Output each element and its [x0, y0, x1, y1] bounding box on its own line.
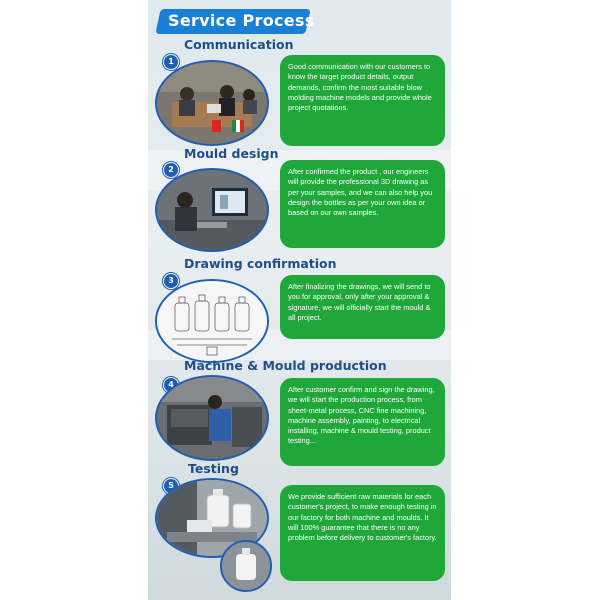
step-number-badge: 3 [163, 273, 179, 289]
meeting-scene-icon [157, 62, 267, 144]
step-number-badge: 2 [163, 162, 179, 178]
description-bubble-communication [280, 55, 445, 146]
step-number-badge: 5 [163, 478, 179, 494]
description-text: We provide sufficient raw materials for each customer's project, to make enough testing in our factory for both machine and moulds. It will 100% guarantee that there is no any problem before delivery to customer's factory. [288, 492, 437, 543]
description-text: After customer confirm and sign the drawing, we will start the production process, from sheet-metal process, CNC fine machining, machine assembly, painting, to electrical installing, machine & mould testing, product testing... [288, 385, 435, 446]
production-photo [155, 375, 269, 461]
description-bubble-testing [280, 485, 445, 581]
step-title-drawing-confirmation: Drawing confirmation [184, 256, 337, 271]
step-title-communication: Communication [184, 37, 294, 52]
drawing-confirmation-photo [155, 279, 269, 363]
step-number-badge: 1 [163, 54, 179, 70]
communication-photo [155, 60, 269, 146]
engineer-workstation-icon [157, 170, 267, 250]
step-title-machine-mould-production: Machine & Mould production [184, 358, 387, 373]
description-text: After confirmed the product , our engineers will provide the professional 3D drawing as per your samples, and we can also help you design the bottles as per your own idea or based on our own samples. [288, 167, 433, 218]
bottle-drawing-icon [157, 281, 267, 361]
step-title-mould-design: Mould design [184, 146, 279, 161]
bottle-detail-icon [222, 542, 270, 590]
description-bubble-drawing-confirmation [280, 275, 445, 339]
description-bubble-mould-design [280, 160, 445, 248]
description-text: Good communication with our customers to know the target product details, output demands, confirm the most suitable blow molding machine models and provide whole project quotations. [288, 62, 432, 113]
testing-detail-photo [220, 540, 272, 592]
description-text: After finalizing the drawings, we will send to you for approval, only after your approval & signature, we will officially start the mould & all project. [288, 282, 431, 322]
step-number-badge: 4 [163, 377, 179, 393]
workshop-scene-icon [157, 377, 267, 459]
step-title-testing: Testing [188, 461, 239, 476]
page-title: Service Process [168, 11, 315, 30]
description-bubble-machine-mould-production [280, 378, 445, 466]
mould-design-photo [155, 168, 269, 252]
